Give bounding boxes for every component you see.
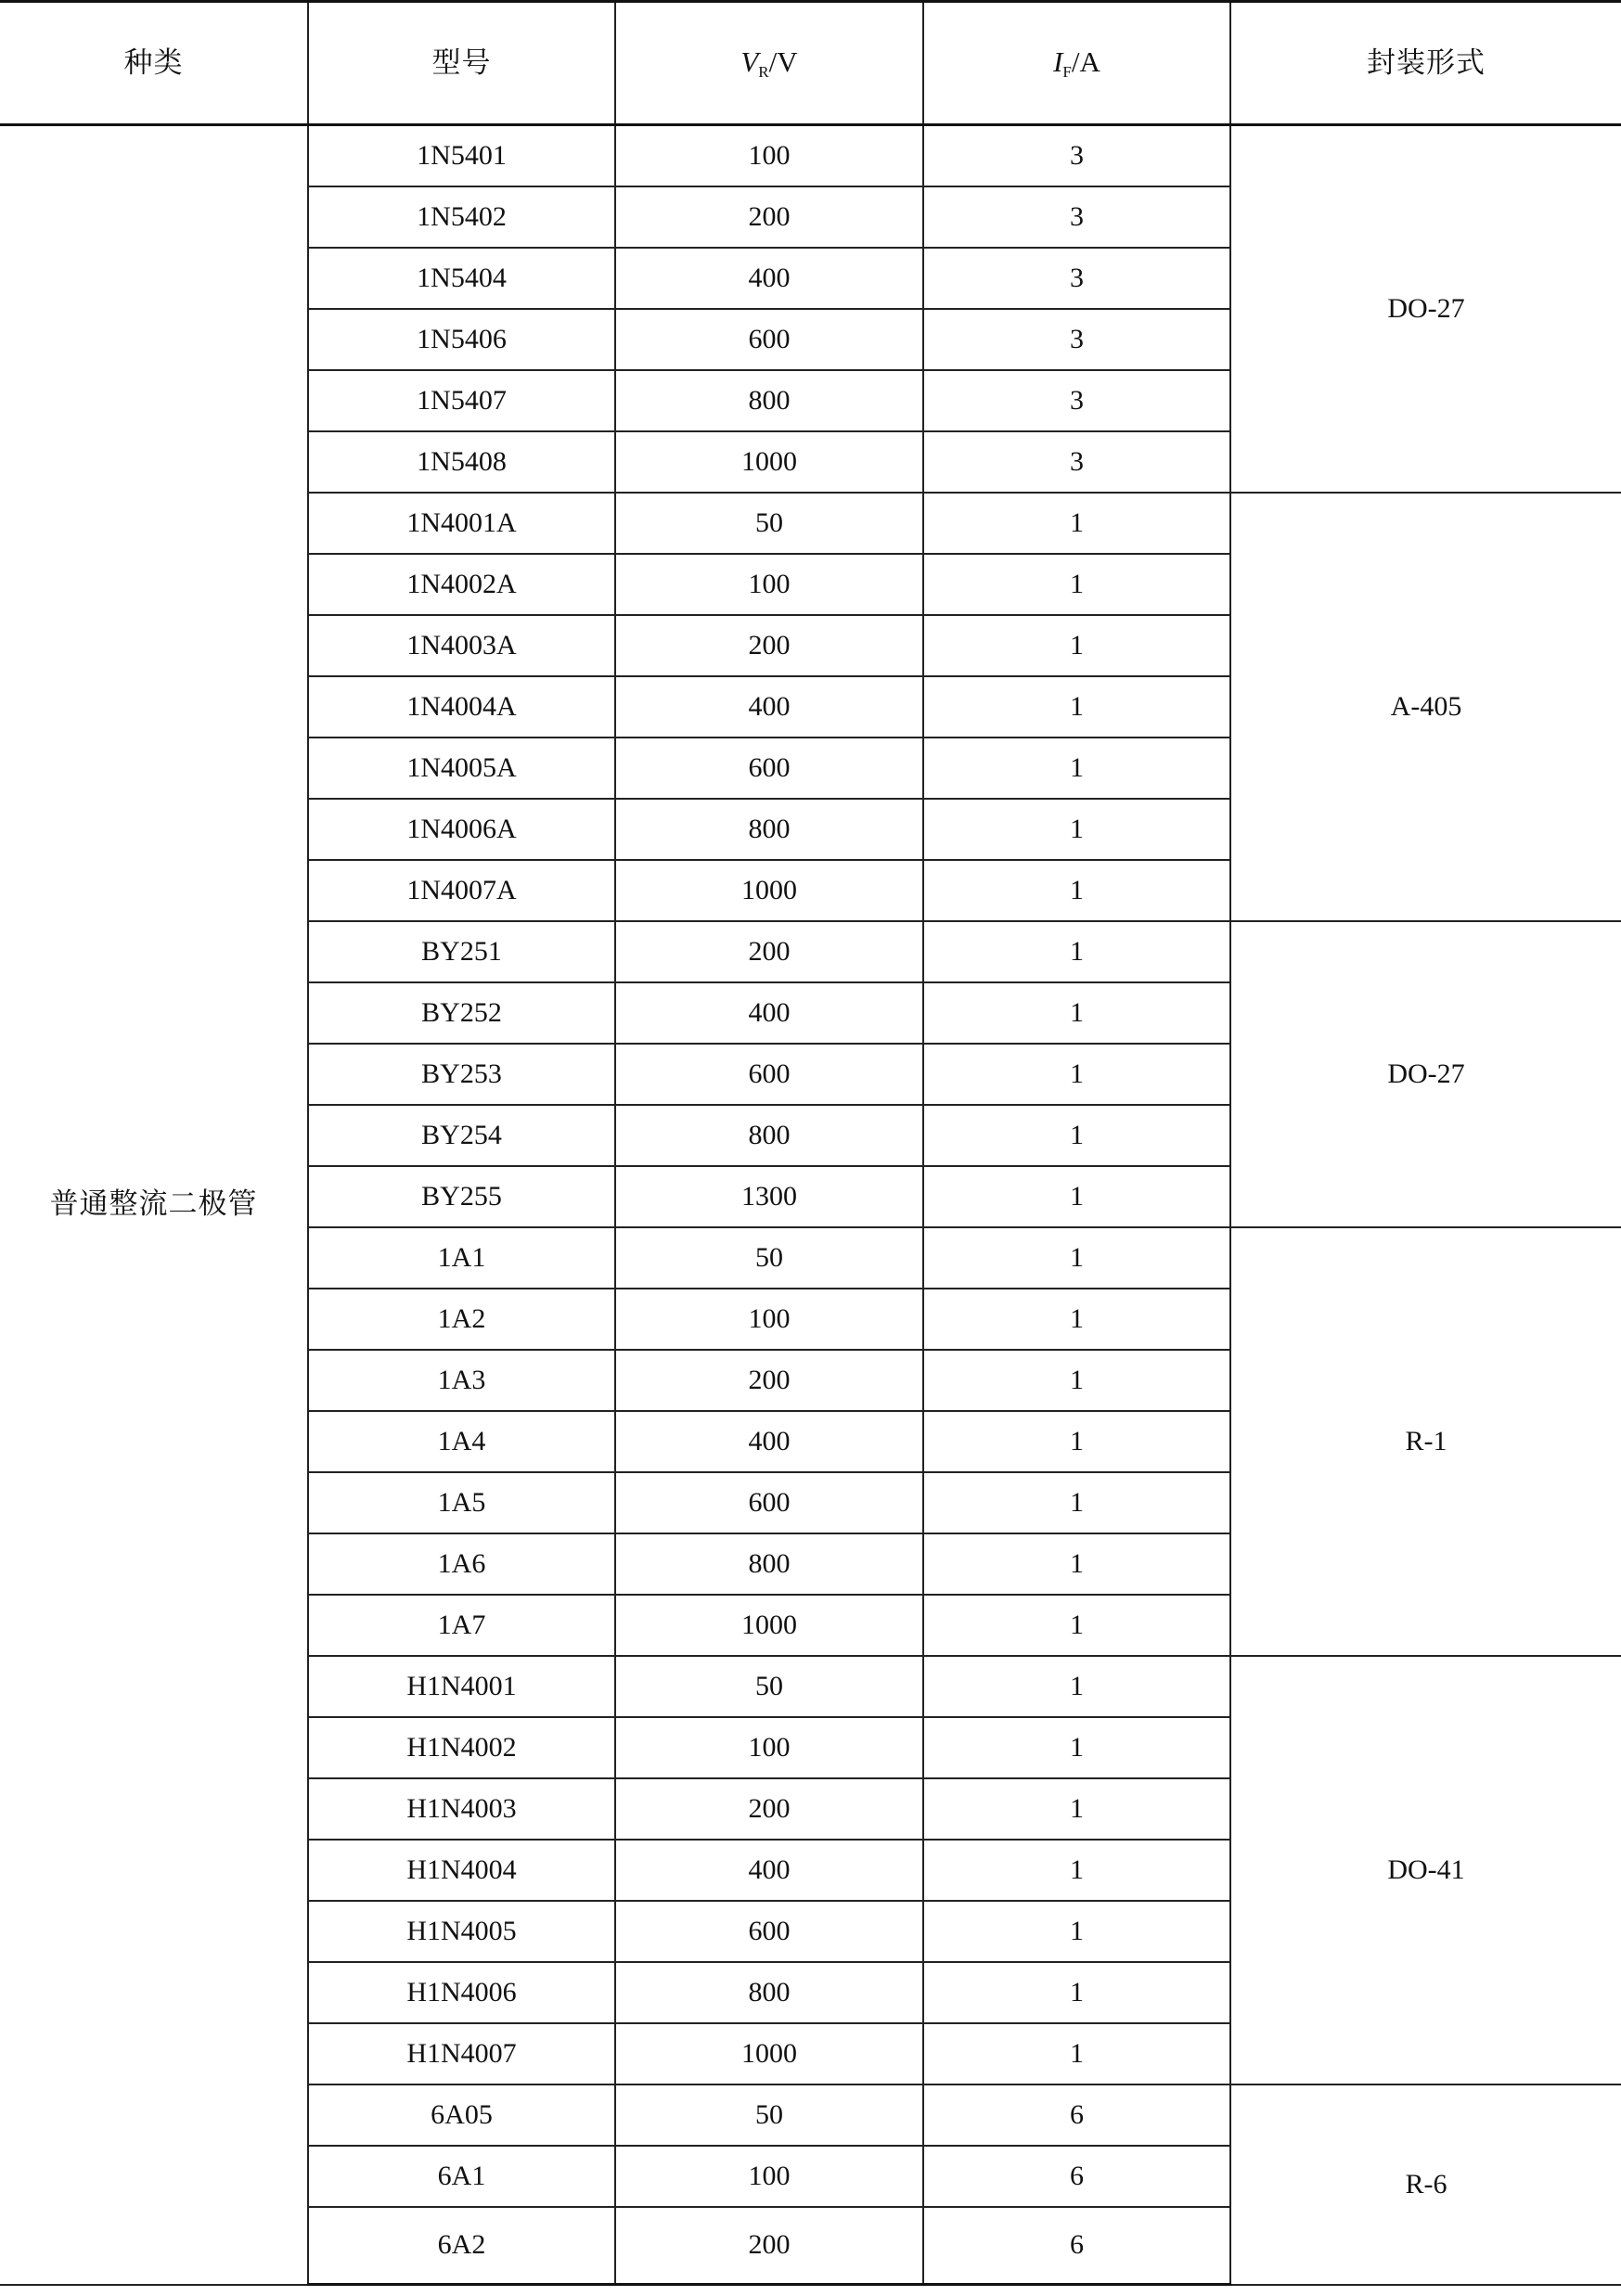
reverse-voltage-cell: 200	[615, 1350, 923, 1411]
forward-current-cell: 1	[923, 615, 1230, 676]
model-cell: 1A2	[308, 1289, 615, 1350]
reverse-voltage-cell: 50	[615, 1656, 923, 1717]
model-cell: 1N5404	[308, 248, 615, 309]
model-cell: 1N5406	[308, 309, 615, 370]
reverse-voltage-cell: 200	[615, 921, 923, 982]
header-package: 封装形式	[1230, 2, 1621, 125]
reverse-voltage-cell: 50	[615, 493, 923, 554]
reverse-voltage-cell: 100	[615, 1717, 923, 1778]
reverse-voltage-cell: 200	[615, 2207, 923, 2285]
reverse-voltage-cell: 400	[615, 1840, 923, 1901]
model-cell: 1N5402	[308, 186, 615, 248]
reverse-voltage-cell: 600	[615, 738, 923, 799]
header-if-subscript: F	[1062, 62, 1072, 81]
package-cell: DO-27	[1230, 125, 1621, 493]
reverse-voltage-cell: 400	[615, 982, 923, 1044]
forward-current-cell: 1	[923, 1350, 1230, 1411]
forward-current-cell: 1	[923, 1411, 1230, 1472]
forward-current-cell: 1	[923, 1656, 1230, 1717]
model-cell: BY254	[308, 1105, 615, 1166]
reverse-voltage-cell: 600	[615, 1044, 923, 1105]
category-cell: 普通整流二极管	[0, 125, 308, 2285]
reverse-voltage-cell: 100	[615, 1289, 923, 1350]
forward-current-cell: 1	[923, 1778, 1230, 1840]
model-cell: 1N4004A	[308, 676, 615, 738]
forward-current-cell: 1	[923, 554, 1230, 615]
forward-current-cell: 1	[923, 1962, 1230, 2023]
model-cell: 1A5	[308, 1472, 615, 1533]
model-cell: 1A7	[308, 1595, 615, 1656]
header-vr-symbol: V	[740, 45, 759, 78]
forward-current-cell: 1	[923, 921, 1230, 982]
model-cell: H1N4003	[308, 1778, 615, 1840]
model-cell: 1N5401	[308, 125, 615, 186]
forward-current-cell: 1	[923, 1595, 1230, 1656]
header-vr-subscript: R	[758, 62, 769, 81]
model-cell: 6A05	[308, 2084, 615, 2146]
header-reverse-voltage	[615, 2, 923, 125]
header-row	[0, 2, 1621, 125]
package-cell: A-405	[1230, 493, 1621, 921]
model-cell: H1N4007	[308, 2023, 615, 2084]
reverse-voltage-cell: 100	[615, 125, 923, 186]
reverse-voltage-cell: 1000	[615, 431, 923, 493]
model-cell: BY255	[308, 1166, 615, 1227]
model-cell: BY251	[308, 921, 615, 982]
reverse-voltage-cell: 400	[615, 248, 923, 309]
reverse-voltage-cell: 600	[615, 1901, 923, 1962]
reverse-voltage-cell: 1000	[615, 1595, 923, 1656]
forward-current-cell: 1	[923, 1044, 1230, 1105]
model-cell: 6A2	[308, 2207, 615, 2285]
table-header	[0, 2, 1621, 125]
reverse-voltage-cell: 800	[615, 370, 923, 431]
forward-current-cell: 3	[923, 431, 1230, 493]
forward-current-cell: 1	[923, 2023, 1230, 2084]
forward-current-cell: 1	[923, 799, 1230, 860]
reverse-voltage-cell: 800	[615, 1105, 923, 1166]
forward-current-cell: 1	[923, 676, 1230, 738]
model-cell: 1N4001A	[308, 493, 615, 554]
reverse-voltage-cell: 600	[615, 1472, 923, 1533]
model-cell: 1A1	[308, 1227, 615, 1289]
forward-current-cell: 3	[923, 309, 1230, 370]
forward-current-cell: 3	[923, 248, 1230, 309]
package-cell: R-6	[1230, 2084, 1621, 2285]
forward-current-cell: 3	[923, 370, 1230, 431]
reverse-voltage-cell: 1000	[615, 860, 923, 921]
header-if-symbol: I	[1053, 45, 1063, 78]
reverse-voltage-cell: 100	[615, 2146, 923, 2207]
reverse-voltage-cell: 200	[615, 615, 923, 676]
model-cell: 1N4005A	[308, 738, 615, 799]
table-body	[0, 125, 1621, 2285]
forward-current-cell: 1	[923, 1717, 1230, 1778]
model-cell: H1N4006	[308, 1962, 615, 2023]
model-cell: 1N5408	[308, 431, 615, 493]
forward-current-cell: 1	[923, 860, 1230, 921]
model-cell: 1N4003A	[308, 615, 615, 676]
header-model: 型号	[308, 2, 615, 125]
forward-current-cell: 1	[923, 1105, 1230, 1166]
package-cell: DO-41	[1230, 1656, 1621, 2084]
forward-current-cell: 6	[923, 2084, 1230, 2146]
package-cell: DO-27	[1230, 921, 1621, 1227]
forward-current-cell: 1	[923, 1227, 1230, 1289]
forward-current-cell: 1	[923, 1533, 1230, 1595]
reverse-voltage-cell: 1000	[615, 2023, 923, 2084]
forward-current-cell: 1	[923, 1840, 1230, 1901]
header-vr-unit: /V	[768, 45, 798, 78]
reverse-voltage-cell: 800	[615, 1533, 923, 1595]
forward-current-cell: 1	[923, 1901, 1230, 1962]
reverse-voltage-cell: 50	[615, 2084, 923, 2146]
model-cell: BY252	[308, 982, 615, 1044]
reverse-voltage-cell: 100	[615, 554, 923, 615]
header-category: 种类	[0, 2, 308, 125]
reverse-voltage-cell: 800	[615, 799, 923, 860]
reverse-voltage-cell: 1300	[615, 1166, 923, 1227]
forward-current-cell: 1	[923, 1472, 1230, 1533]
reverse-voltage-cell: 400	[615, 1411, 923, 1472]
model-cell: 1A6	[308, 1533, 615, 1595]
package-cell: R-1	[1230, 1227, 1621, 1656]
model-cell: H1N4004	[308, 1840, 615, 1901]
header-if-unit: /A	[1071, 45, 1100, 78]
model-cell: 1N5407	[308, 370, 615, 431]
table-row	[0, 125, 1621, 186]
model-cell: 1A3	[308, 1350, 615, 1411]
model-cell: H1N4005	[308, 1901, 615, 1962]
model-cell: BY253	[308, 1044, 615, 1105]
model-cell: 6A1	[308, 2146, 615, 2207]
forward-current-cell: 1	[923, 493, 1230, 554]
forward-current-cell: 6	[923, 2207, 1230, 2285]
reverse-voltage-cell: 200	[615, 1778, 923, 1840]
forward-current-cell: 1	[923, 1166, 1230, 1227]
forward-current-cell: 3	[923, 125, 1230, 186]
model-cell: H1N4002	[308, 1717, 615, 1778]
reverse-voltage-cell: 200	[615, 186, 923, 248]
forward-current-cell: 1	[923, 1289, 1230, 1350]
forward-current-cell: 3	[923, 186, 1230, 248]
forward-current-cell: 6	[923, 2146, 1230, 2207]
reverse-voltage-cell: 50	[615, 1227, 923, 1289]
model-cell: 1A4	[308, 1411, 615, 1472]
model-cell: 1N4002A	[308, 554, 615, 615]
header-forward-current	[923, 2, 1230, 125]
forward-current-cell: 1	[923, 738, 1230, 799]
reverse-voltage-cell: 800	[615, 1962, 923, 2023]
model-cell: 1N4007A	[308, 860, 615, 921]
model-cell: H1N4001	[308, 1656, 615, 1717]
model-cell: 1N4006A	[308, 799, 615, 860]
reverse-voltage-cell: 600	[615, 309, 923, 370]
forward-current-cell: 1	[923, 982, 1230, 1044]
reverse-voltage-cell: 400	[615, 676, 923, 738]
